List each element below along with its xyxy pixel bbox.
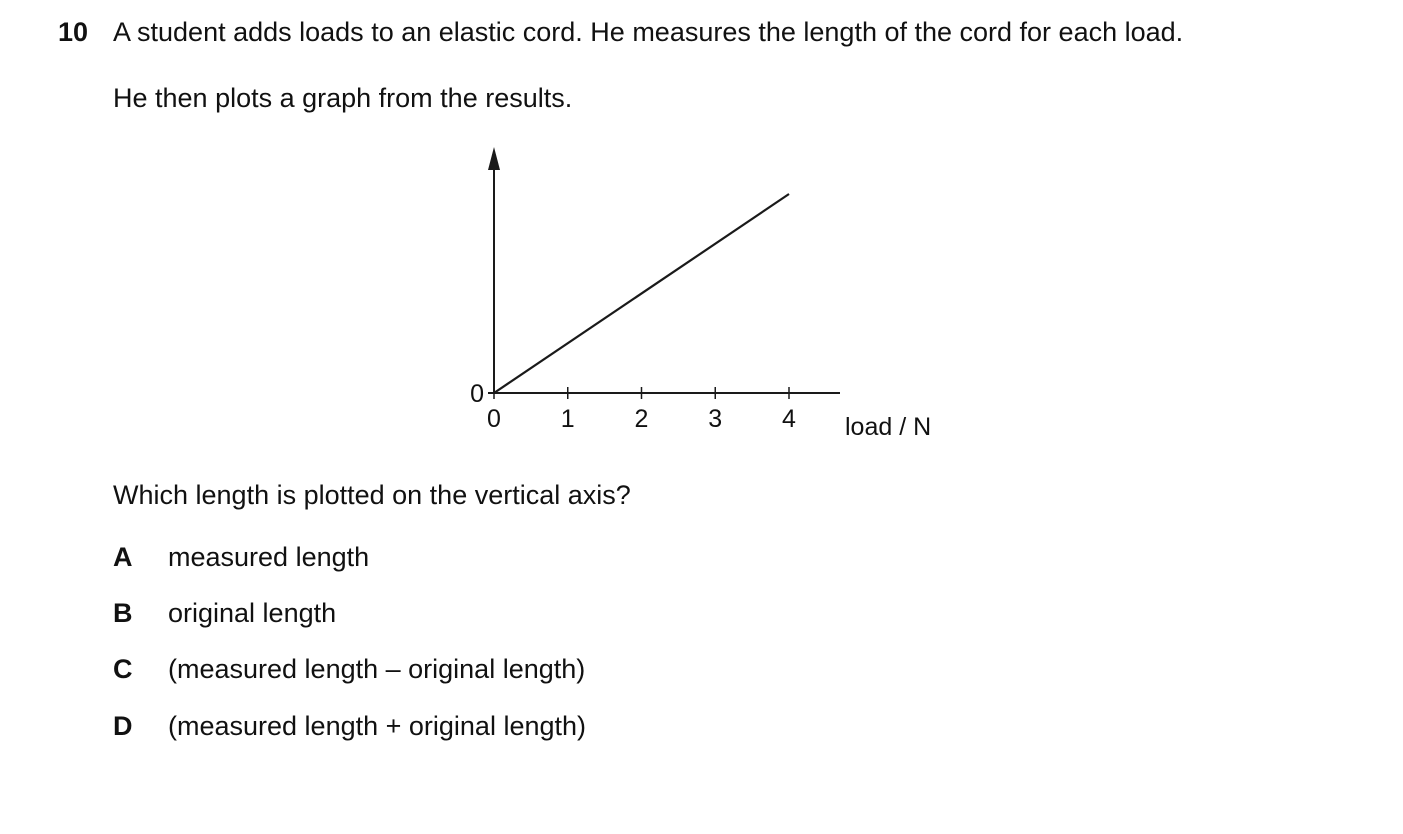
- x-tick-label-3: 3: [708, 405, 723, 433]
- y-tick-label-0: 0: [470, 380, 484, 408]
- x-tick-label-2: 2: [634, 405, 649, 433]
- y-axis-arrowhead: [488, 147, 500, 170]
- question-stem-line-2: He then plots a graph from the results.: [113, 83, 573, 113]
- x-tick-label-4: 4: [782, 405, 796, 433]
- question-number: 10: [58, 17, 89, 47]
- question-prompt: Which length is plotted on the vertical axis?: [113, 480, 631, 510]
- graph-axes: [488, 147, 840, 393]
- series-line: [494, 194, 789, 393]
- option-c-letter: C: [113, 654, 133, 684]
- option-a-text: measured length: [168, 542, 370, 572]
- x-tick-label-0: 0: [487, 405, 501, 433]
- option-c-text: (measured length – original length): [168, 654, 586, 684]
- question-stem-line-1: A student adds loads to an elastic cord. He measures the length of the cord for each load.: [113, 17, 1184, 47]
- option-d-text: (measured length + original length): [168, 711, 586, 741]
- x-axis-label: load / N: [845, 413, 932, 441]
- option-a-letter: A: [113, 542, 133, 572]
- x-tick-labels: [487, 405, 796, 433]
- x-tick-label-1: 1: [560, 405, 575, 433]
- option-b-text: original length: [168, 598, 337, 628]
- option-b-letter: B: [113, 598, 133, 628]
- option-d-letter: D: [113, 711, 133, 741]
